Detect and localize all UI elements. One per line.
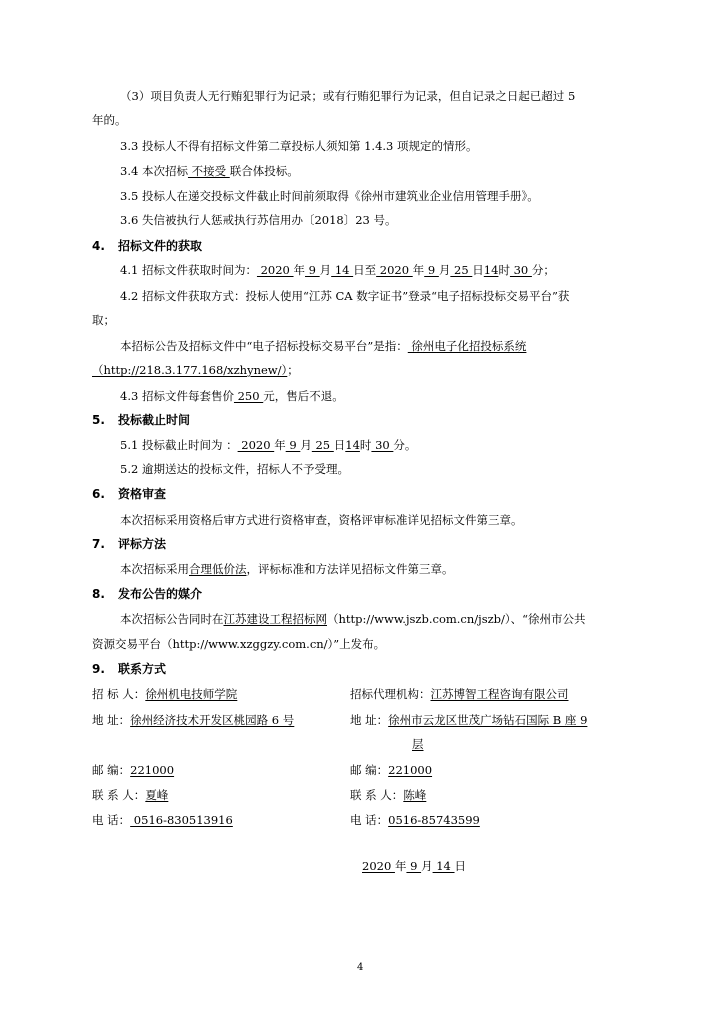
filled-field: 9 (285, 438, 301, 452)
tenderer-contact-row (92, 787, 168, 803)
clause-4-1 (120, 262, 555, 278)
clause-3-5 (120, 188, 539, 204)
text: ，评标标准和方法详见招标文件第三章。 (246, 562, 454, 576)
text: 年 (412, 263, 425, 277)
text: 时 (359, 438, 372, 452)
label: 邮 编： (92, 763, 131, 777)
section-heading-5 (92, 412, 190, 428)
date-month: 9 (406, 859, 422, 873)
clause-4-3 (120, 388, 344, 404)
filled-field: 14 (345, 438, 360, 452)
section-heading-7 (92, 536, 166, 552)
text: 日 (333, 438, 346, 452)
section-number: 6. (92, 487, 105, 501)
tenderer-name: 徐州机电技师学院 (145, 687, 238, 701)
qualification-text (120, 512, 523, 528)
media-text (120, 611, 586, 627)
text: 月 (421, 859, 433, 873)
label: 招 标 人： (92, 687, 146, 701)
section-number: 4. (92, 239, 105, 253)
agency-address: 徐州市云龙区世茂广场钻石国际 B 座 9 (388, 713, 588, 727)
agency-row (350, 686, 569, 702)
agency-address-cont (412, 736, 424, 752)
section-heading-6 (92, 486, 166, 502)
text: 时 (498, 263, 510, 277)
label: 地 址： (350, 713, 389, 727)
text: 3.6 失信被执行人惩戒执行苏信用办〔2018〕23 号。 (120, 213, 397, 227)
tenderer-address-row (92, 712, 294, 728)
filled-field: 9 (305, 263, 320, 277)
text: 元，售后不退。 (263, 389, 344, 403)
clause-4-2-cont (92, 312, 115, 328)
section-title: 投标截止时间 (118, 413, 191, 427)
text: ； (287, 363, 299, 377)
label: 联 系 人： (350, 788, 404, 802)
filled-field: 250 (233, 389, 264, 403)
filled-field: 徐州电子化招投标系统 (407, 339, 527, 353)
date-day: 14 (432, 859, 455, 873)
section-title: 联系方式 (118, 662, 167, 676)
filled-field: 14 (331, 263, 354, 277)
tenderer-postcode-row (92, 762, 174, 778)
tenderer-phone-row (92, 812, 233, 828)
section-title: 招标文件的获取 (118, 239, 203, 253)
filled-field: 9 (424, 263, 439, 277)
text: 取； (92, 313, 115, 327)
text: 本次招标采用资格后审方式进行资格审查，资格评审标准详见招标文件第三章。 (120, 513, 523, 527)
page-number: 4 (357, 962, 364, 973)
label: 电 话： (92, 813, 131, 827)
text: 分； (531, 263, 555, 277)
text: 3.4 本次招标 (120, 164, 188, 178)
text: 联合体投标。 (229, 164, 299, 178)
label: 电 话： (350, 813, 389, 827)
text: 日至 (353, 263, 377, 277)
filled-field: 2020 (237, 438, 275, 452)
clause-3-3 (120, 138, 478, 154)
agency-contact-row (350, 787, 426, 803)
agency-address-cont-text: 层 (412, 737, 424, 751)
text: 5.2 逾期送达的投标文件，招标人不予受理。 (120, 462, 349, 476)
text: 年 (293, 263, 306, 277)
label: 联 系 人： (92, 788, 146, 802)
text: 月 (300, 438, 312, 452)
agency-name: 江苏博智工程咨询有限公司 (430, 687, 569, 701)
filled-field: 2020 (376, 263, 413, 277)
text: 4.1 招标文件获取时间为： (120, 263, 257, 277)
agency-postcode-row (350, 762, 432, 778)
text: 本招标公告及招标文件中“电子招标投标交易平台”是指： (120, 339, 408, 353)
text: 月 (438, 263, 451, 277)
clause-5-2 (120, 461, 349, 477)
agency-phone: 0516-85743599 (388, 813, 480, 827)
clause-3-4 (120, 163, 299, 179)
filled-field: 25 (450, 263, 473, 277)
section-number: 5. (92, 413, 105, 427)
media-text-cont (92, 636, 385, 652)
text: 年 (274, 438, 286, 452)
text: 日 (454, 859, 467, 873)
text: 日 (472, 263, 484, 277)
text: 4.3 招标文件每套售价 (120, 389, 234, 403)
label: 邮 编： (350, 763, 389, 777)
section-heading-9 (92, 661, 166, 677)
filled-field: 不接受 (187, 164, 230, 178)
filled-field: 30 (371, 438, 394, 452)
section-title: 资格审查 (118, 487, 167, 501)
section-heading-8 (92, 586, 202, 602)
label: 地 址： (92, 713, 131, 727)
text: 3.3 投标人不得有招标文件第二章投标人须知第 1.4.3 项规定的情形。 (120, 139, 478, 153)
text: 5.1 投标截止时间为 ： (120, 438, 238, 452)
tenderer-contact: 夏峰 (145, 788, 169, 802)
filled-field: 25 (311, 438, 334, 452)
tenderer-row (92, 686, 237, 702)
text: （http://www.jszb.com.cn/jszb/）、“徐州市公共 (327, 612, 586, 626)
section-number: 7. (92, 537, 105, 551)
section-title: 评标方法 (118, 537, 167, 551)
platform-link[interactable]: （http://218.3.177.168/xzhynew/） (92, 363, 288, 377)
section-heading-4 (92, 238, 202, 254)
platform-note (120, 338, 526, 354)
section-number: 8. (92, 587, 105, 601)
text: 3.5 投标人在递交投标文件截止时间前须取得《徐州市建筑业企业信用管理手册》。 (120, 189, 539, 203)
filled-field: 2020 (256, 263, 294, 277)
text: 年 (394, 859, 407, 873)
clause-3-2-3 (120, 88, 575, 104)
text: 本次招标公告同时在 (120, 612, 224, 626)
clause-5-1 (120, 437, 416, 453)
filled-field: 江苏建设工程招标网 (223, 612, 327, 626)
clause-3-6 (120, 212, 397, 228)
section-number: 9. (92, 662, 105, 676)
agency-address-row (350, 712, 587, 728)
section-title: 发布公告的媒介 (118, 587, 203, 601)
clause-3-2-3-cont (92, 112, 127, 128)
label: 招标代理机构： (350, 687, 431, 701)
clause-4-2 (120, 288, 569, 304)
agency-contact: 陈峰 (403, 788, 427, 802)
platform-url (92, 362, 299, 378)
text: 分。 (393, 438, 417, 452)
text: 本次招标采用 (120, 562, 189, 576)
tenderer-postcode: 221000 (130, 763, 175, 777)
agency-postcode: 221000 (388, 763, 433, 777)
tenderer-phone: 0516-830513916 (130, 813, 233, 827)
issue-date (362, 858, 466, 874)
filled-field: 14 (483, 263, 499, 277)
text: 资源交易平台（http://www.xzggzy.com.cn/）”上发布。 (92, 637, 386, 651)
filled-field: 合理低价法 (189, 562, 247, 576)
date-year: 2020 (362, 859, 395, 873)
text: 年的。 (92, 113, 127, 127)
tenderer-address: 徐州经济技术开发区桃园路 6 号 (130, 713, 295, 727)
evaluation-text (120, 561, 454, 577)
text: （3）项目负责人无行贿犯罪行为记录；或有行贿犯罪行为记录，但自记录之日起已超过 5 (120, 89, 576, 103)
filled-field: 30 (509, 263, 532, 277)
agency-phone-row (350, 812, 480, 828)
text: 4.2 招标文件获取方式：投标人使用“江苏 CA 数字证书”登录“电子招标投标交易平台”获 (120, 289, 570, 303)
text: 月 (319, 263, 332, 277)
